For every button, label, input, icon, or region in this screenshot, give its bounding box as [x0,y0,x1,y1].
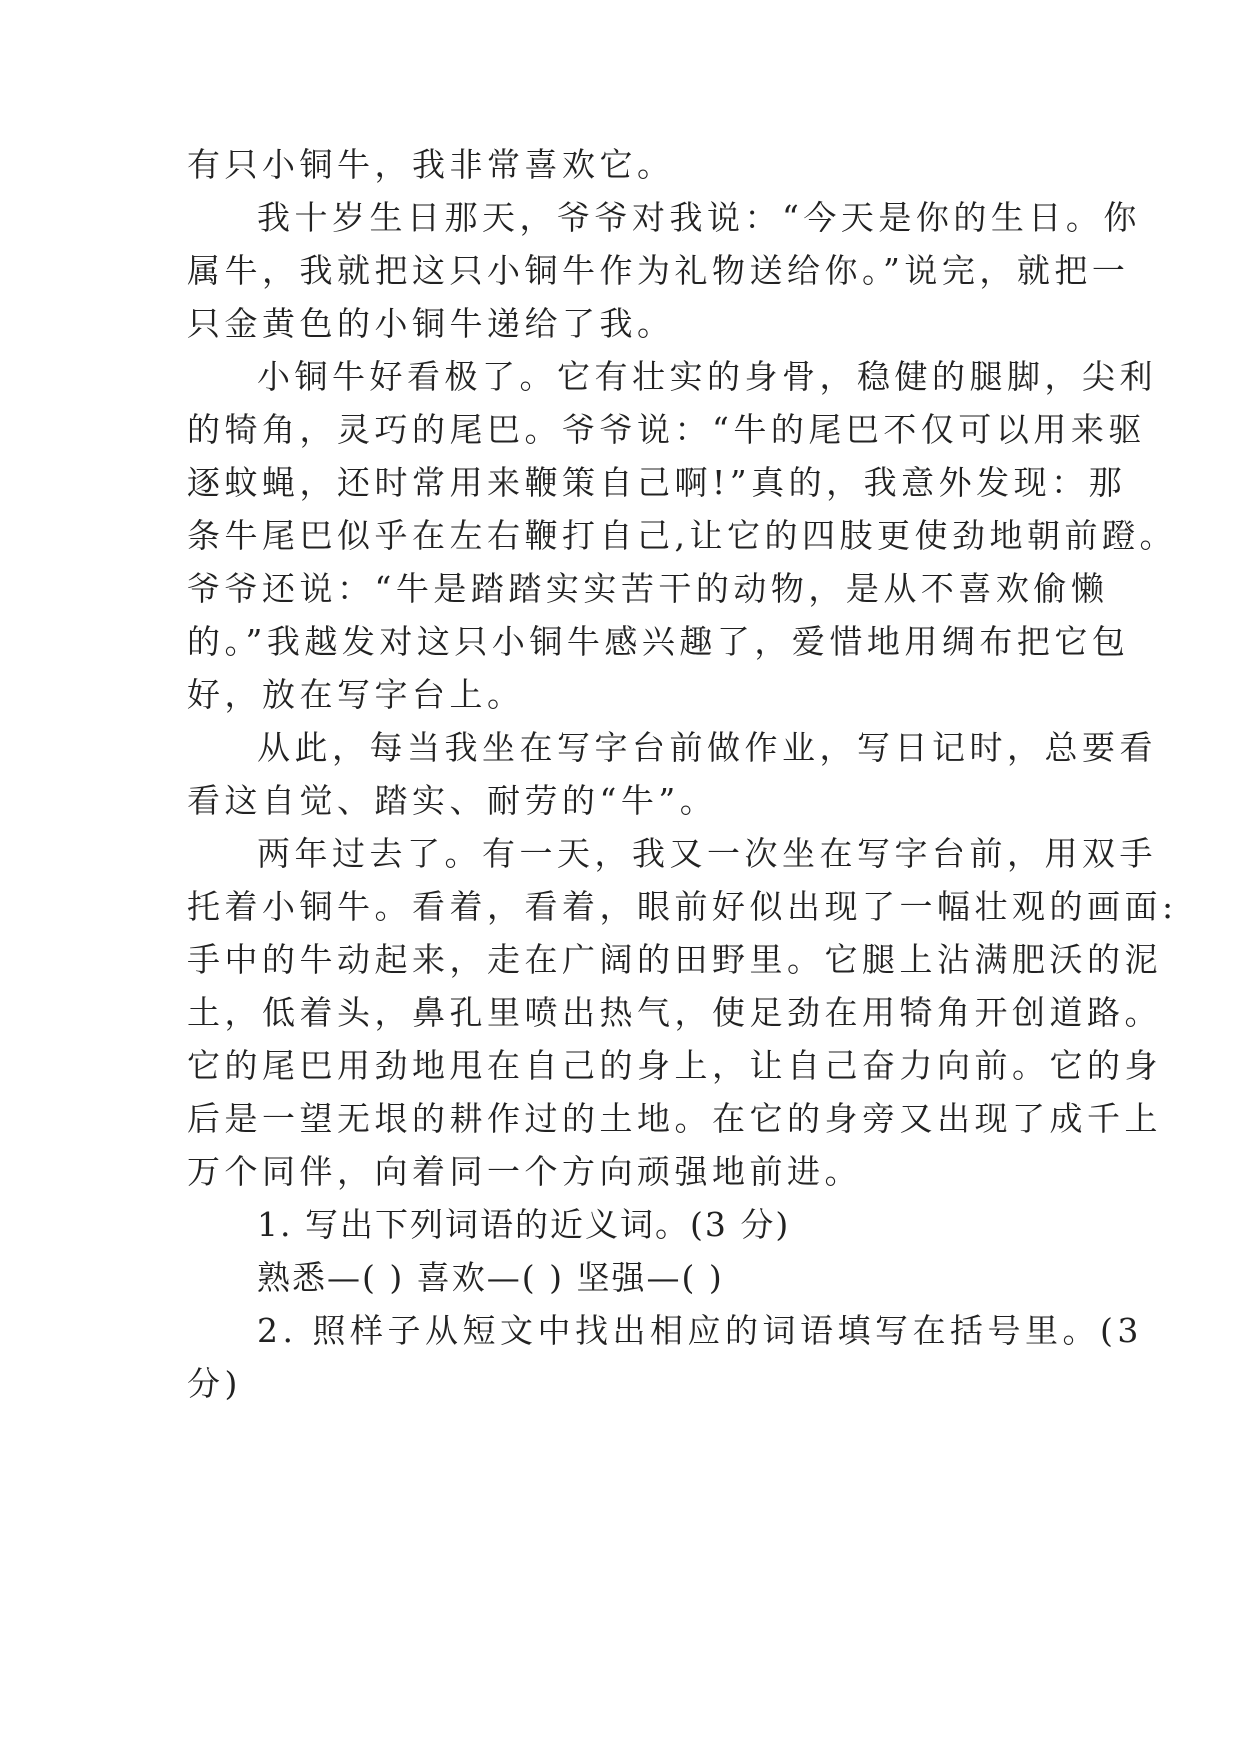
text-line: 看这自觉、踏实、耐劳的“牛”。 [187,781,718,820]
text-line: 小铜牛好看极了。它有壮实的身骨，稳健的腿脚，尖利 [257,357,1157,396]
text-line: 好，放在写字台上。 [187,675,525,714]
text-line: 属牛，我就把这只小铜牛作为礼物送给你。”说完，就把一 [187,251,1130,290]
text-line: 的。”我越发对这只小铜牛感兴趣了，爱惜地用绸布把它包 [187,622,1130,661]
text-line: 万个同伴，向着同一个方向顽强地前进。 [187,1152,862,1191]
question-1: 1. 写出下列词语的近义词。(3 分) [257,1205,791,1244]
synonym-blanks: 熟悉—( ) 喜欢—( ) 坚强—( ) [257,1258,724,1297]
text-line: 的犄角，灵巧的尾巴。爷爷说：“牛的尾巴不仅可以用来驱 [187,410,1146,449]
text-line: 后是一望无垠的耕作过的土地。在它的身旁又出现了成千上 [187,1099,1162,1138]
text-line: 土，低着头，鼻孔里喷出热气，使足劲在用犄角开创道路。 [187,993,1162,1032]
text-line: 分) [187,1364,242,1403]
text-line: 有只小铜牛，我非常喜欢它。 [187,145,675,184]
text-line: 手中的牛动起来，走在广阔的田野里。它腿上沾满肥沃的泥 [187,940,1162,979]
text-line: 只金黄色的小铜牛递给了我。 [187,304,675,343]
text-line: 我十岁生日那天，爷爷对我说：“今天是你的生日。你 [257,198,1141,237]
text-line: 逐蚊蝇，还时常用来鞭策自己啊!”真的，我意外发现：那 [187,463,1127,502]
text-line: 爷爷还说：“牛是踏踏实实苦干的动物，是从不喜欢偷懒 [187,569,1109,608]
question-2: 2. 照样子从短文中找出相应的词语填写在括号里。(3 [257,1311,1143,1350]
text-line: 条牛尾巴似乎在左右鞭打自己,让它的四肢更使劲地朝前蹬。 [187,516,1177,555]
text-line: 托着小铜牛。看着，看着，眼前好似出现了一幅壮观的画面: [187,887,1178,926]
text-line: 从此，每当我坐在写字台前做作业，写日记时，总要看 [257,728,1157,767]
text-line: 两年过去了。有一天，我又一次坐在写字台前，用双手 [257,834,1157,873]
text-line: 它的尾巴用劲地甩在自己的身上，让自己奋力向前。它的身 [187,1046,1162,1085]
